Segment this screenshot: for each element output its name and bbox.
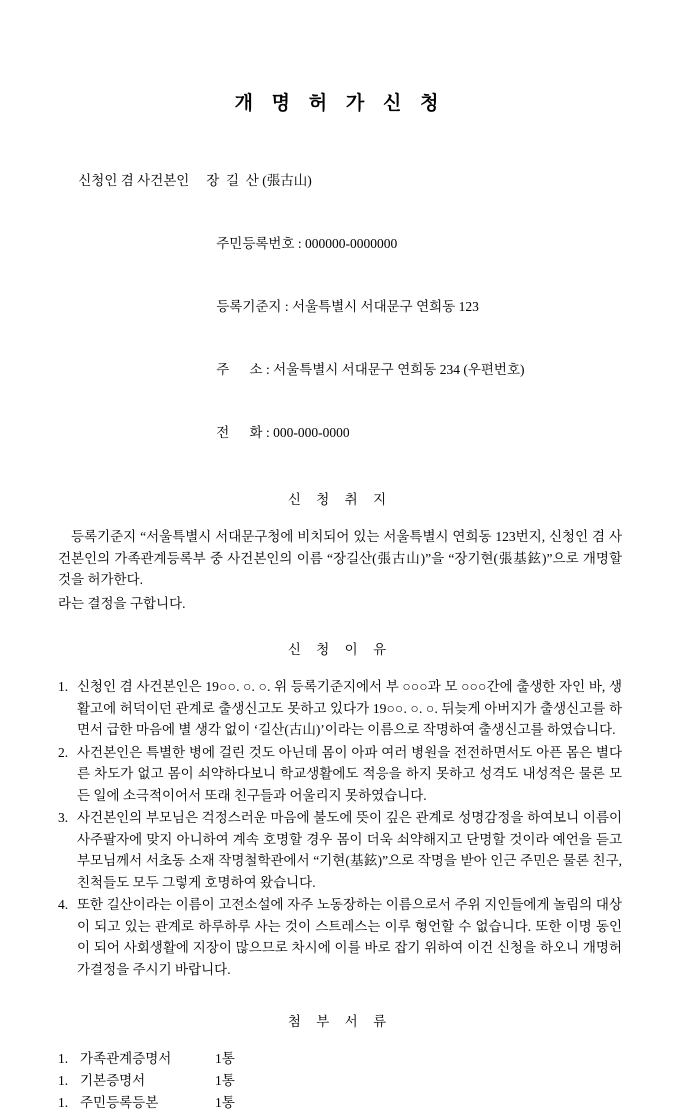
applicant-field-label: 주 소 : bbox=[216, 362, 270, 377]
attachment-name: 기본증명서 bbox=[80, 1073, 146, 1088]
list-item bbox=[58, 1048, 622, 1070]
list-item-number: 3. bbox=[58, 810, 69, 825]
applicant-field-value: 000-000-0000 bbox=[273, 425, 350, 440]
attachment-number: 1. bbox=[58, 1051, 69, 1066]
page-title: 개 명 허 가 신 청 bbox=[234, 93, 446, 114]
applicant-role-label: 신청인 겸 사건본인 bbox=[78, 173, 190, 188]
applicant-field-row bbox=[58, 275, 622, 338]
applicant-field-row bbox=[58, 401, 622, 464]
list-item-text: 또한 길산이라는 이름이 고전소설에 자주 노동장하는 이름으로서 주위 지인들에게 놀림의 대상이 되고 있는 관계로 하루하루 사는 것이 스트레스는 이루 형언할 수 없습니다. 또한 이명 동인이 되어 사회생활에 지장이 많으므로 차시에 이를 바로 잡기 위하여 이건 신청을 하오니 개명허가결정을 주시기 바랍니다. bbox=[77, 897, 622, 977]
list-item bbox=[58, 807, 622, 893]
purport-body: 등록기준지 “서울특별시 서대문구청에 비치되어 있는 서울특별시 연희동 123번지, 신청인 겸 사건본인의 가족관계등록부 중 사건본인의 이름 “장길산(張古山)”을 “장기현(張基鉉)”으로 개명할 것을 허가한다. bbox=[58, 529, 622, 587]
attachment-name: 가족관계증명서 bbox=[80, 1051, 172, 1066]
applicant-field-label: 주민등록번호 : bbox=[216, 236, 302, 251]
applicant-field-row bbox=[58, 212, 622, 275]
applicant-field-label: 전 화 : bbox=[216, 425, 270, 440]
applicant-field-value: 000000-0000000 bbox=[305, 236, 398, 251]
applicant-name: 장 길 산 (張古山) bbox=[206, 173, 312, 188]
list-item bbox=[58, 676, 622, 741]
attachments-list bbox=[58, 1048, 622, 1114]
list-item-number: 4. bbox=[58, 897, 69, 912]
attachment-count: 1통 bbox=[215, 1095, 235, 1110]
section-heading-reasons: 신 청 이 유 bbox=[287, 642, 393, 657]
reasons-list bbox=[58, 676, 622, 980]
attachment-count: 1통 bbox=[215, 1051, 235, 1066]
attachment-number: 1. bbox=[58, 1095, 69, 1110]
list-item bbox=[58, 1092, 622, 1114]
list-item-number: 2. bbox=[58, 744, 69, 760]
list-item-text: 사건본인은 특별한 병에 걸린 것도 아닌데 몸이 아파 여러 병원을 전전하면서도 아픈 몸은 별다른 차도가 없고 몸이 쇠약하다보니 학교생활에도 적응을 하지 못하고 성격도 내성적은 물론 모든 일에 소극적이어서 또래 친구들과 어울리지 못하였습니다. bbox=[77, 744, 622, 803]
list-item bbox=[58, 894, 622, 980]
list-item-text: 사건본인의 부모님은 걱정스러운 마음에 불도에 뜻이 깊은 관계로 성명감정을 하여보니 이름이 사주팔자에 맞지 아니하여 계속 호명할 경우 몸이 더욱 쇠약해지고 단명할 것이라 예언을 듣고 부모님께서 서초동 소재 작명철학관에서 “기현(基鉉)”으로 작명을 받아 인근 주민은 물론 친구, 친척들도 모두 그렇게 호명하여 왔습니다. bbox=[77, 810, 622, 890]
attachment-number: 1. bbox=[58, 1073, 69, 1088]
applicant-block bbox=[58, 149, 622, 464]
section-heading-purport: 신 청 취 지 bbox=[287, 492, 393, 507]
applicant-field-value: 서울특별시 서대문구 연희동 123 bbox=[291, 299, 479, 314]
list-item-number: 1. bbox=[58, 679, 69, 694]
list-item bbox=[58, 742, 622, 807]
list-item-text: 신청인 겸 사건본인은 19○○. ○. ○. 위 등록기준지에서 부 ○○○과 모 ○○○간에 출생한 자인 바, 생활고에 허덕이던 관계로 출생신고도 못하고 있다가 19○○. ○. ○. 뒤늦게 아버지가 출생신고를 하면서 급한 마음에 별 생각 없이 ‘길산(古山)’이라는 이름으로 작명하여 출생신고를 하였습니다. bbox=[77, 679, 622, 737]
applicant-field-value: 서울특별시 서대문구 연희동 234 (우편번호) bbox=[273, 362, 525, 377]
applicant-field-row bbox=[58, 338, 622, 401]
purport-closing: 라는 결정을 구합니다. bbox=[58, 595, 186, 611]
applicant-field-label: 등록기준지 : bbox=[216, 299, 289, 314]
section-heading-attachments: 첨 부 서 류 bbox=[287, 1014, 393, 1029]
applicant-name-line bbox=[58, 149, 622, 212]
list-item bbox=[58, 1070, 622, 1092]
attachment-count: 1통 bbox=[215, 1073, 235, 1088]
attachment-name: 주민등록등본 bbox=[80, 1095, 159, 1110]
